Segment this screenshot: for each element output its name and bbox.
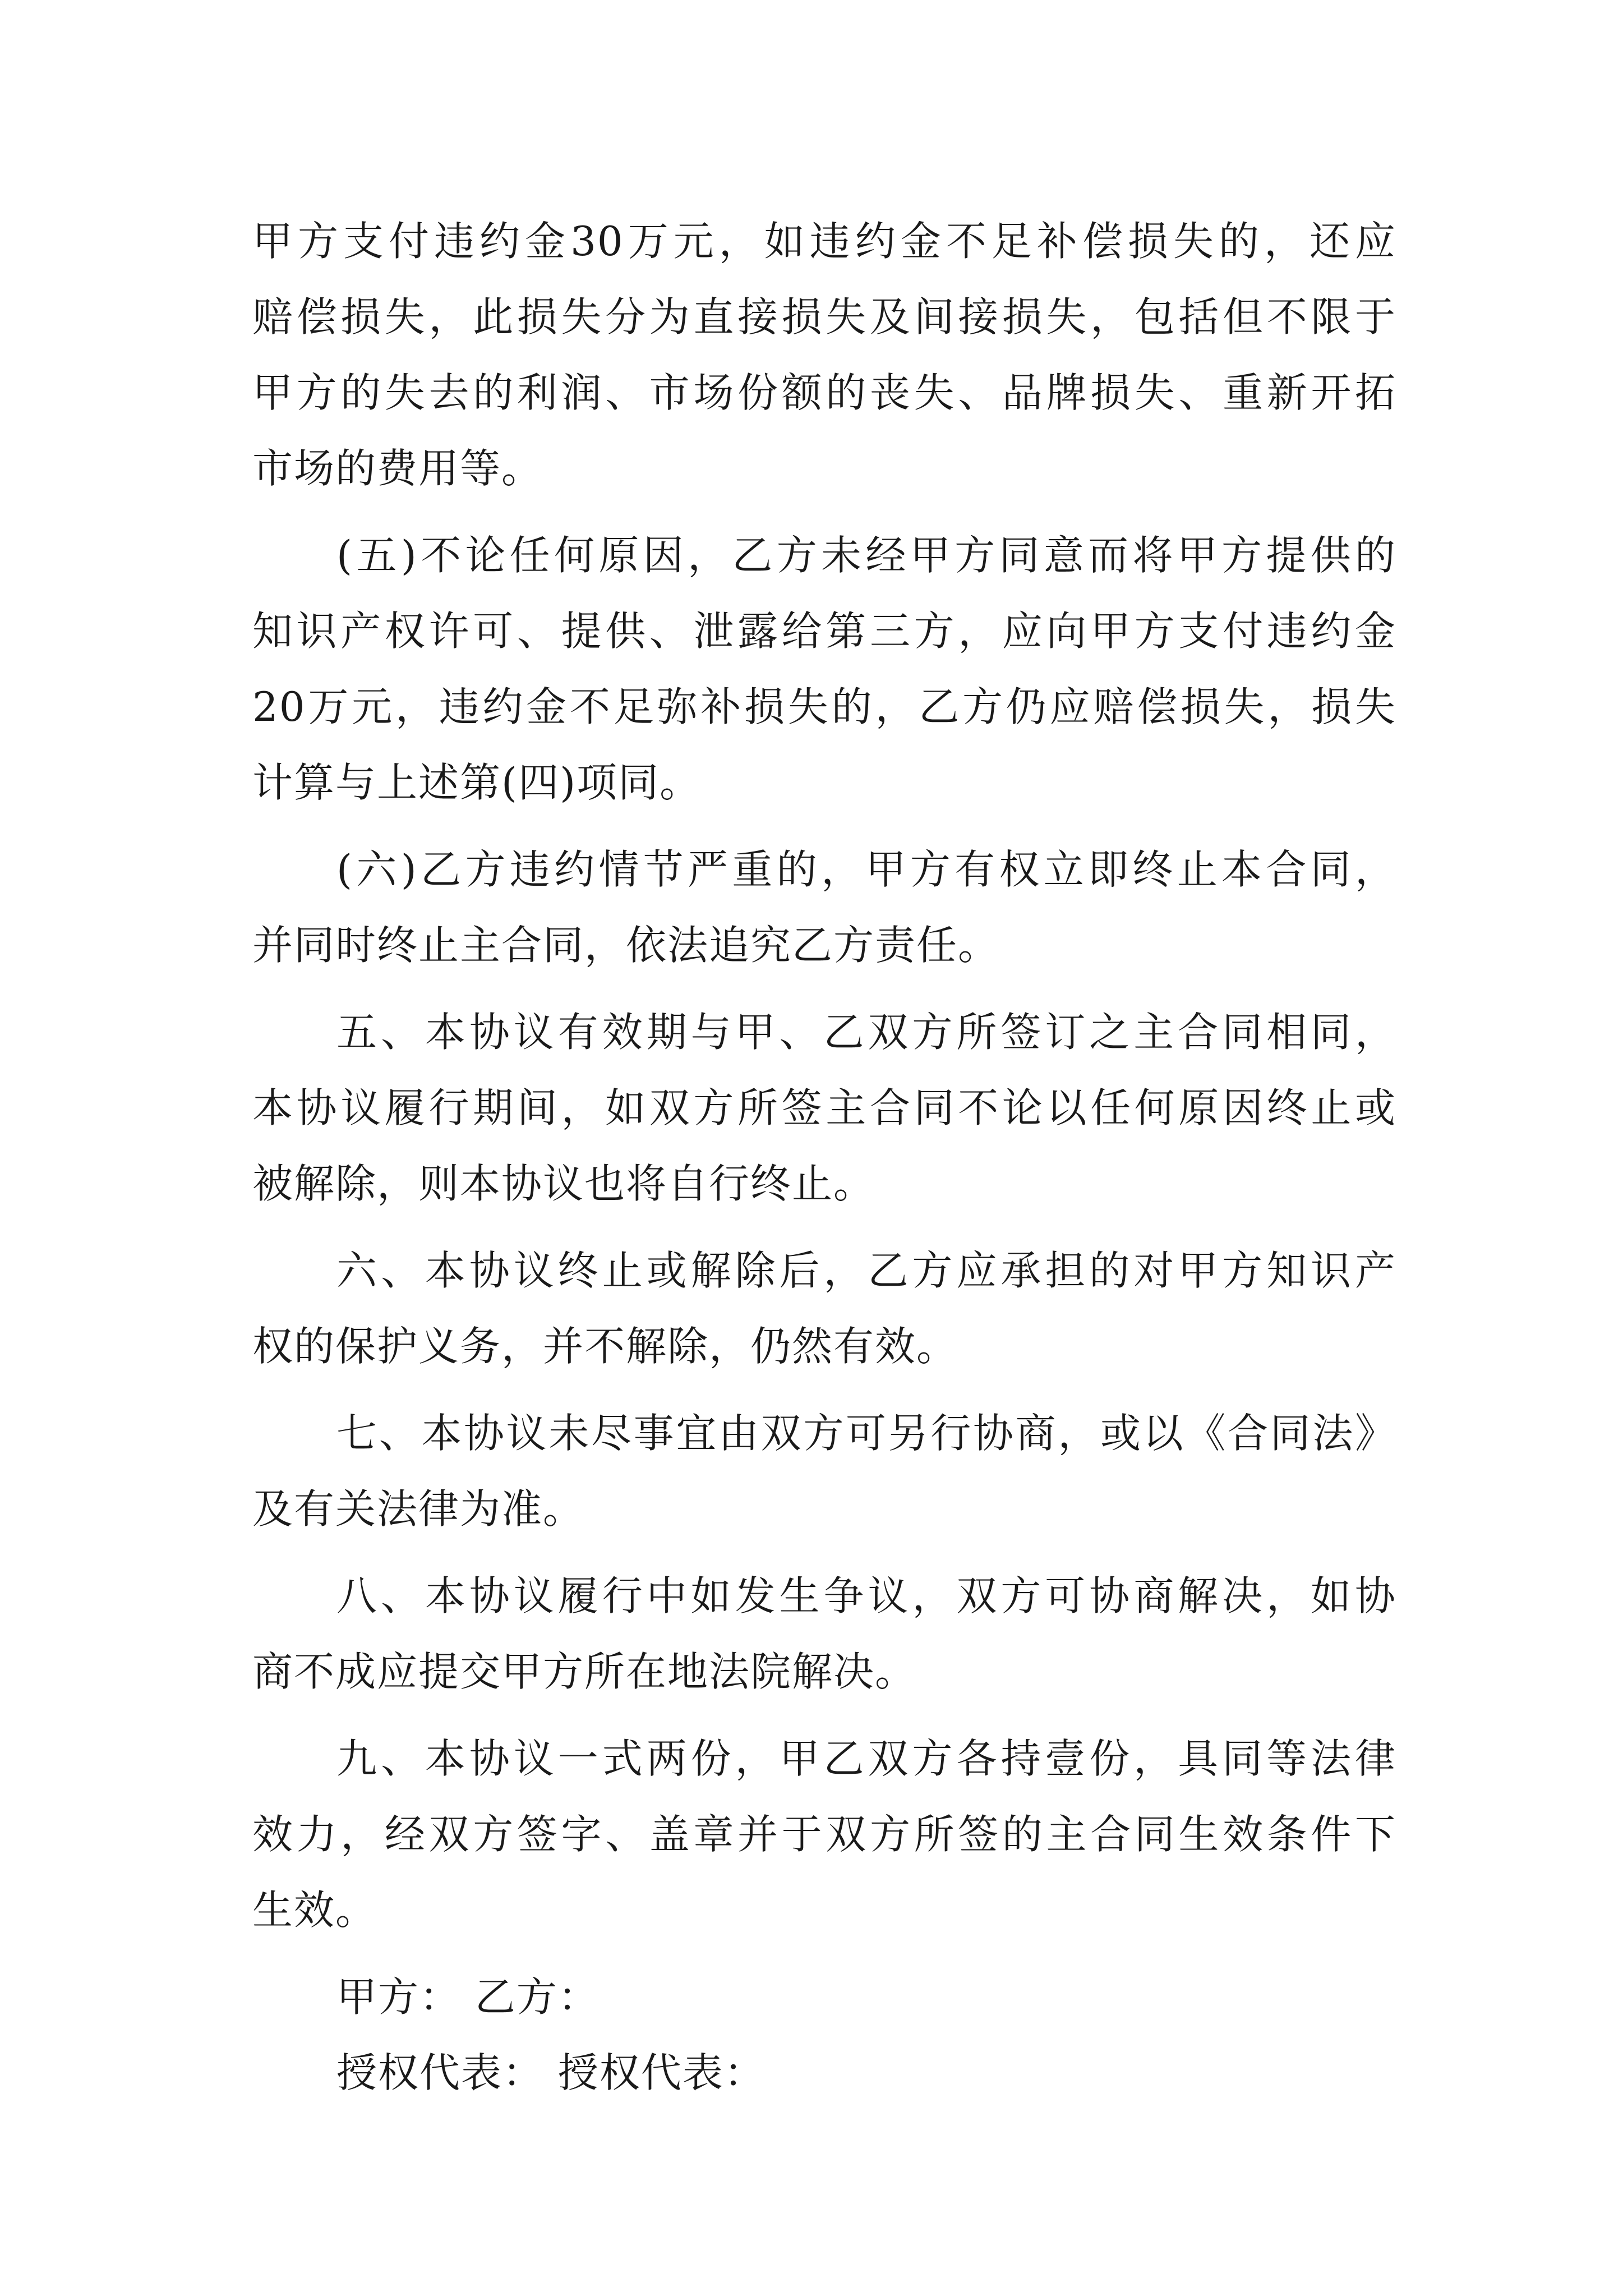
body-text-line: 甲方支付违约金30万元，如违约金不足补偿损失的，还应 bbox=[252, 218, 1396, 265]
paragraph-first-line: (六)乙方违约情节严重的，甲方有权立即终止本合同， bbox=[336, 846, 1396, 893]
paragraph-first-line: 八、本协议履行中如发生争议，双方可协商解决，如协 bbox=[336, 1572, 1396, 1619]
signature-representatives: 授权代表： 授权代表： bbox=[336, 2049, 766, 2096]
body-text-line: 及有关法律为准。 bbox=[252, 1485, 585, 1533]
body-text-line: 被解除，则本协议也将自行终止。 bbox=[252, 1160, 875, 1207]
body-text-line: 赔偿损失，此损失分为直接损失及间接损失，包括但不限于 bbox=[252, 293, 1396, 341]
body-text-line: 甲方的失去的利润、市场份额的丧失、品牌损失、重新开拓 bbox=[252, 369, 1396, 416]
body-text-line: 生效。 bbox=[252, 1887, 377, 1934]
body-text-line: 并同时终止主合同，依法追究乙方责任。 bbox=[252, 922, 1000, 969]
body-text-line: 市场的费用等。 bbox=[252, 445, 543, 492]
body-text-line: 知识产权许可、提供、泄露给第三方，应向甲方支付违约金 bbox=[252, 608, 1396, 655]
paragraph-first-line: (五)不论任何原因，乙方未经甲方同意而将甲方提供的 bbox=[336, 532, 1396, 579]
body-text-line: 权的保护义务，并不解除，仍然有效。 bbox=[252, 1323, 958, 1370]
body-text-line: 本协议履行期间，如双方所签主合同不论以任何原因终止或 bbox=[252, 1084, 1396, 1131]
body-text-line: 计算与上述第(四)项同。 bbox=[252, 759, 702, 806]
paragraph-first-line: 七、本协议未尽事宜由双方可另行协商，或以《合同法》 bbox=[336, 1410, 1396, 1457]
signature-parties: 甲方： 乙方： bbox=[336, 1973, 600, 2021]
paragraph-first-line: 九、本协议一式两份，甲乙双方各持壹份，具同等法律 bbox=[336, 1735, 1396, 1782]
body-text-line: 20万元，违约金不足弥补损失的，乙方仍应赔偿损失，损失 bbox=[252, 683, 1396, 730]
paragraph-first-line: 五、本协议有效期与甲、乙双方所签订之主合同相同， bbox=[336, 1009, 1396, 1056]
body-text-line: 效力，经双方签字、盖章并于双方所签的主合同生效条件下 bbox=[252, 1811, 1396, 1858]
body-text-line: 商不成应提交甲方所在地法院解决。 bbox=[252, 1648, 917, 1695]
paragraph-first-line: 六、本协议终止或解除后，乙方应承担的对甲方知识产 bbox=[336, 1247, 1396, 1294]
